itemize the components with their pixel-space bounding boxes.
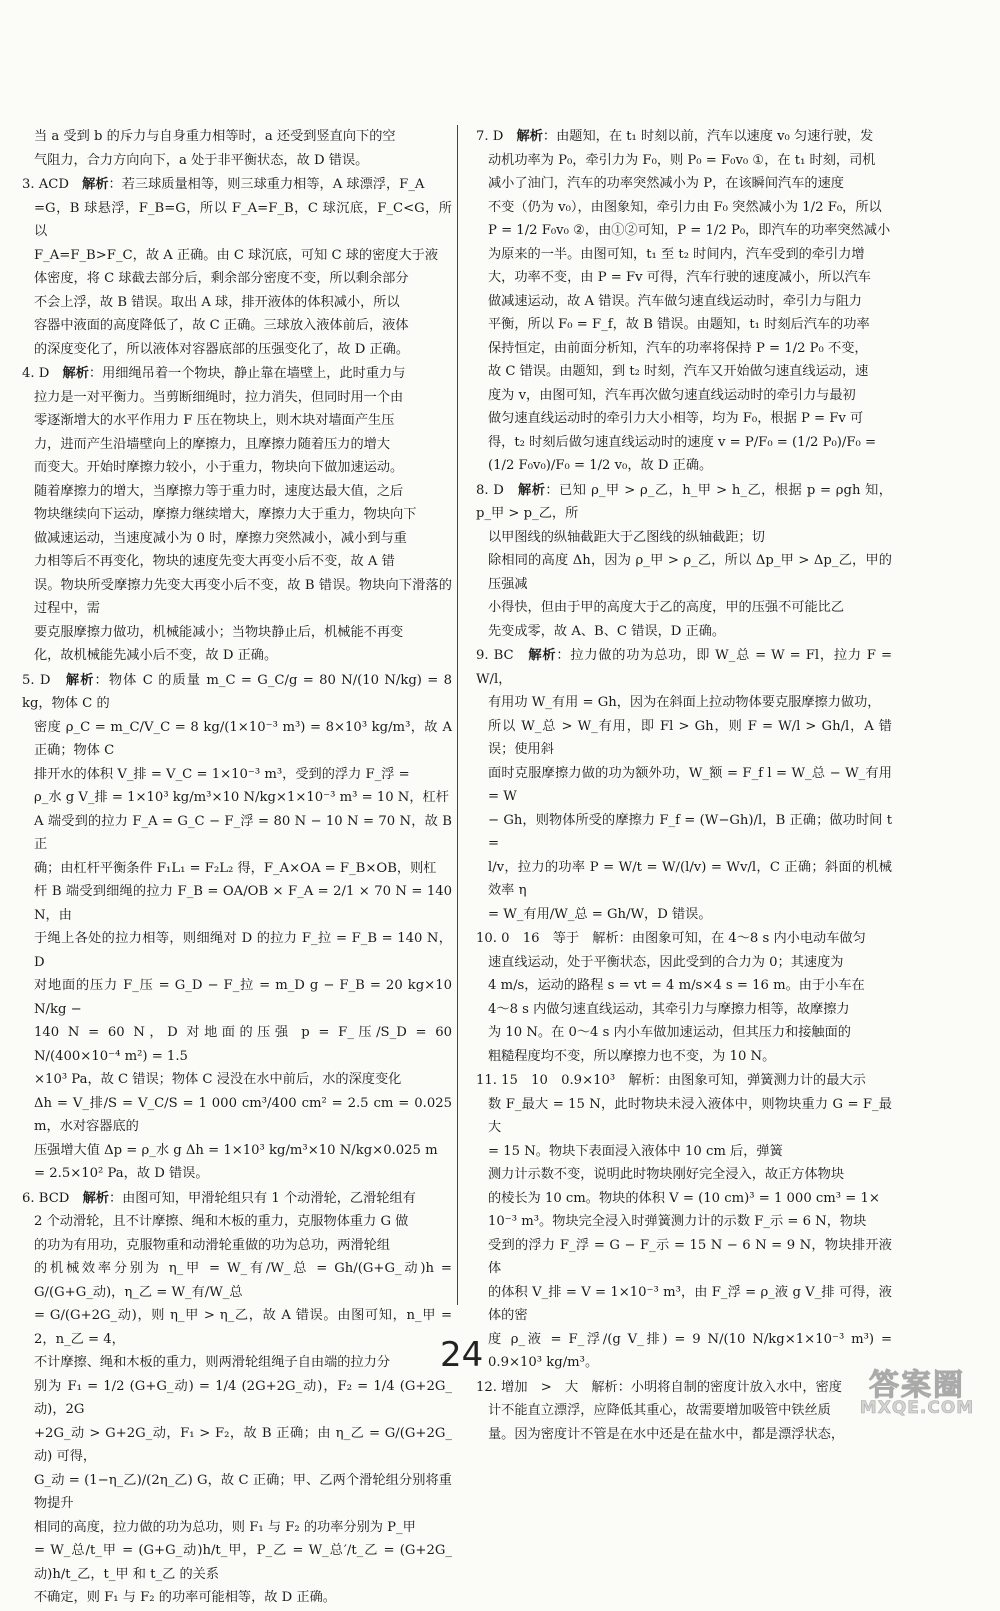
analysis-keyword: 解析 — [518, 482, 546, 498]
answer-line: 为原来的一半。由图可知，t₁ 至 t₂ 时间内，汽车受到的牵引力增 — [488, 246, 865, 262]
answer-line — [466, 1376, 892, 1400]
watermark-logo-title: 答案圈 — [869, 1368, 965, 1403]
right-column — [466, 125, 892, 1447]
answer-line: Δh = V_排/S = V_C/S = 1 000 cm³/400 cm² = 2.5 cm = 0.025 m，水对容器底的 — [34, 1095, 452, 1134]
answer-line: 要克服摩擦力做功，机械能减小；当物块静止后，机械能不再变 — [34, 624, 404, 640]
answer-line: 度 ρ_液 = F_浮/(g V_排) = 9 N/(10 N/kg×1×10⁻³ m³) = 0.9×10³ kg/m³。 — [488, 1331, 892, 1370]
answer-text: 解析：由图象可知，弹簧测力计的最大示 — [615, 1073, 866, 1088]
answer-line: (1/2 F₀v₀)/F₀ = 1/2 v₀，故 D 正确。 — [488, 458, 713, 473]
answer-text: ：由图可知，甲滑轮组只有 1 个动滑轮，乙滑轮组有 — [108, 1190, 416, 1206]
answer-line: 所以 W_总 > W_有用，即 Fl > Gh，则 F = W/l > Gh/l，A 错误；使用斜 — [488, 718, 892, 757]
answer-line: =G，B 球悬浮，F_B=G，所以 F_A=F_B，C 球沉底，F_C<G，所以 — [34, 200, 452, 239]
answer-line: 以甲图线的纵轴截距大于乙图线的纵轴截距；切 — [488, 529, 765, 545]
answer-line: ×10³ Pa，故 C 错误；物体 C 浸没在水中前后，水的深度变化 — [34, 1072, 402, 1087]
answer-line: 的棱长为 10 cm。物块的体积 V = (10 cm)³ = 1 000 cm³ = 1× — [488, 1190, 880, 1206]
answer-line: = G/(G+2G_动)，则 η_甲 > η_乙，故 A 错误。由图可知，n_甲 = 2，n_乙 = 4， — [34, 1308, 452, 1347]
answer-line — [466, 927, 892, 951]
question-number: 11. 15 10 0.9×10³ — [476, 1073, 616, 1088]
answer-text: 解析：小明将自制的密度计放入水中，密度 — [578, 1379, 842, 1395]
question-number: 7. D — [476, 129, 504, 144]
analysis-keyword: 解析 — [82, 1190, 109, 1206]
answer-line: 计不能直立漂浮，应降低其重心，故需要增加吸管中铁丝质 — [488, 1403, 831, 1418]
answer-line: 动机功率为 P₀，牵引力为 F₀，则 P₀ = F₀v₀ ①，在 t₁ 时刻，司机 — [488, 152, 876, 168]
answer-line — [12, 362, 452, 386]
answer-line: 大，功率不变，由 P = Fv 可得，汽车行驶的速度减小，所以汽车 — [488, 270, 871, 285]
question-number: 8. D — [476, 482, 504, 498]
answer-line: 不计摩擦、绳和木板的重力，则两滑轮组绳子自由端的拉力分 — [34, 1355, 391, 1370]
answer-text: ：由题知，在 t₁ 时刻以前，汽车以速度 v₀ 匀速行驶，发 — [542, 129, 874, 144]
answer-line: 为 10 N。在 0～4 s 内小车做加速运动，但其压力和接触面的 — [488, 1025, 851, 1040]
answer-text: ：已知 ρ_甲 > ρ_乙，h_甲 > h_乙，根据 p = ρgh 知，p_甲 > p_乙，所 — [476, 482, 892, 521]
answer-line: 有用功 W_有用 = Gh，因为在斜面上拉动物体要克服摩擦力做功， — [488, 695, 881, 710]
answer-line: 相同的高度，拉力做的功为总功，则 F₁ 与 F₂ 的功率分别为 P_甲 — [34, 1519, 416, 1535]
answer-line: = W_总/t_甲 = (G+G_动)h/t_甲，P_乙 = W_总′/t_乙 = (G+2G_动)h/t_乙，t_甲 和 t_乙 的关系 — [34, 1543, 452, 1582]
left-column — [12, 125, 452, 1611]
answer-line: 度为 v，由图可知，汽车再次做匀速直线运动时的牵引力与最初 — [488, 387, 856, 403]
answer-line: 气阻力，合力方向向下，a 处于非平衡状态，故 D 错误。 — [34, 152, 369, 168]
answer-line: 不会上浮，故 B 错误。取出 A 球，排开液体的体积减小，所以 — [34, 294, 400, 310]
answer-line: 受到的浮力 F_浮 = G − F_示 = 15 N − 6 N = 9 N，物块排开液体 — [488, 1237, 892, 1276]
answer-line: 别为 F₁ = 1/2 (G+G_动) = 1/4 (2G+2G_动)，F₂ = 1/4 (G+2G_动)，2G — [34, 1378, 452, 1417]
answer-line — [466, 1069, 892, 1093]
watermark-logo-url: MXQE.COM — [859, 1398, 975, 1418]
answer-line — [12, 1187, 452, 1211]
answer-line: 于绳上各处的拉力相等，则细绳对 D 的拉力 F_拉 = F_B = 140 N，D — [34, 931, 452, 970]
answer-line: ρ_水 g V_排 = 1×10³ kg/m³×10 N/kg×1×10⁻³ m³ = 10 N，杠杆 — [34, 790, 449, 805]
answer-line: 容器中液面的高度降低了，故 C 正确。三球放入液体前后，液体 — [34, 318, 409, 333]
answer-line: 量。因为密度计不管是在水中还是在盐水中，都是漂浮状态， — [488, 1426, 845, 1442]
answer-q6 — [12, 1187, 452, 1610]
answer-line: 的深度变化了，所以液体对容器底部的压强变化了，故 D 正确。 — [34, 341, 410, 357]
answer-line: 化，故机械能先减小后不变，故 D 正确。 — [34, 648, 278, 663]
answer-line: G_动 = (1−η_乙)/(2η_乙) G，故 C 正确；甲、乙两个滑轮组分别将重物提升 — [34, 1472, 452, 1511]
answer-line: 确；由杠杆平衡条件 F₁L₁ = F₂L₂ 得，F_A×OA = F_B×OB，则杠 — [34, 860, 437, 876]
answer-line: P = 1/2 F₀v₀ ②，由①②可知，P = 1/2 P₀，即汽车的功率突然减小 — [488, 223, 891, 238]
answer-line: 除相同的高度 Δh，因为 ρ_甲 > ρ_乙，所以 Δp_甲 > Δp_乙，甲的压强减 — [488, 553, 892, 592]
answer-line: 不变（仍为 v₀），由图象知，牵引力由 F₀ 突然减小为 1/2 F₀，所以 — [488, 199, 882, 215]
answer-line: 做减速运动，当速度减小为 0 时，摩擦力突然减小，减小到与重 — [34, 530, 407, 546]
answer-line: 测力计示数不变，说明此时物块刚好完全浸入，故正方体物块 — [488, 1167, 845, 1182]
answer-line: 做减速运动，故 A 错误。汽车做匀速直线运动时，牵引力与阻力 — [488, 293, 862, 309]
answer-line: 对地面的压力 F_压 = G_D − F_拉 = m_D g − F_B = 20 kg×10 N/kg − — [34, 978, 452, 1017]
answer-line — [12, 669, 452, 716]
answer-q12 — [466, 1376, 892, 1447]
answer-line: l/v，拉力的功率 P = W/t = W/(l/v) = Wv/l，C 正确；斜面的机械效率 η — [488, 859, 892, 898]
answer-line: A 端受到的拉力 F_A = G_C − F_浮 = 80 N − 10 N = 70 N，故 B 正 — [34, 813, 452, 852]
answer-q11 — [466, 1069, 892, 1375]
question-number: 6. BCD — [22, 1190, 70, 1206]
answer-line: 速直线运动，处于平衡状态，因此受到的合力为 0；其速度为 — [488, 954, 844, 970]
answer-line: = 2.5×10² Pa，故 D 错误。 — [34, 1166, 209, 1181]
answer-line: 零逐渐增大的水平作用力 F 压在物块上，则木块对墙面产生压 — [34, 413, 395, 428]
answer-line: 物块继续向下运动，摩擦力继续增大，摩擦力大于重力，物块向下 — [34, 507, 417, 522]
answer-line: 不确定，则 F₁ 与 F₂ 的功率可能相等，故 D 正确。 — [34, 1590, 336, 1605]
answer-line: 当 a 受到 b 的斥力与自身重力相等时，a 还受到竖直向下的空 — [34, 129, 396, 144]
answer-line — [466, 644, 892, 691]
answer-q10 — [466, 927, 892, 1068]
answer-line: 排开水的体积 V_排 = V_C = 1×10⁻³ m³，受到的浮力 F_浮 = — [34, 766, 410, 782]
answer-line: 密度 ρ_C = m_C/V_C = 8 kg/(1×10⁻³ m³) = 8×10³ kg/m³，故 A 正确；物体 C — [34, 719, 452, 758]
answer-line: 2 个动滑轮，且不计摩擦、绳和木板的重力，克服物体重力 G 做 — [34, 1214, 409, 1229]
answer-line: 误。物块所受摩擦力先变大再变小后不变，故 B 错误。物块向下滑落的过程中，需 — [34, 577, 452, 616]
answer-line — [12, 173, 452, 197]
answer-line: 随着摩擦力的增大，当摩擦力等于重力时，速度达最大值，之后 — [34, 483, 404, 499]
answer-line: 减小了油门，汽车的功率突然减小为 P，在该瞬间汽车的速度 — [488, 176, 844, 191]
question-number: 10. 0 16 等于 — [476, 931, 580, 946]
analysis-keyword: 解析 — [82, 177, 109, 192]
answer-line: − Gh，则物体所受的摩擦力 F_f = (W−Gh)/l，B 正确；做功时间 t = — [488, 812, 892, 851]
answer-text: ：若三球质量相等，则三球重力相等，A 球漂浮，F_A — [108, 177, 425, 192]
answer-line — [466, 479, 892, 526]
answer-line: 先变成零，故 A、B、C 错误，D 正确。 — [488, 623, 726, 639]
answer-line: 做匀速直线运动时的牵引力大小相等，均为 F₀，根据 P = Fv 可 — [488, 411, 864, 426]
answer-line: 的体积 V_排 = V = 1×10⁻³ m³，由 F_浮 = ρ_液 g V_排 可得，液体的密 — [488, 1284, 892, 1323]
analysis-keyword: 解析 — [516, 129, 543, 144]
analysis-keyword: 解析 — [62, 366, 89, 381]
answer-line: 粗糙程度均不变，所以摩擦力也不变，为 10 N。 — [488, 1048, 776, 1064]
answer-line: 压强增大值 Δp = ρ_水 g Δh = 1×10³ kg/m³×10 N/kg×0.025 m — [34, 1142, 438, 1158]
answer-line: = W_有用/W_总 = Gh/W，D 错误。 — [488, 906, 712, 922]
answer-line: 10⁻³ m³。物块完全浸入时弹簧测力计的示数 F_示 = 6 N，物块 — [488, 1214, 867, 1229]
question-number: 9. BC — [476, 648, 514, 663]
analysis-keyword: 解析 — [65, 672, 95, 688]
answer-q8 — [466, 479, 892, 644]
answer-line: 保持恒定，由前面分析知，汽车的功率将保持 P = 1/2 P₀ 不变， — [488, 340, 868, 356]
answer-line: 的机械效率分别为 η_甲 = W_有/W_总 = Gh/(G+G_动)h = G/(G+G_动)，η_乙 = W_有/W_总 — [34, 1261, 452, 1300]
page-number: 24 — [440, 1335, 484, 1375]
answer-line: 故 C 错误。由题知，到 t₂ 时刻，汽车又开始做匀速直线运动，速 — [488, 364, 869, 379]
answer-line: = 15 N。物块下表面浸入液体中 10 cm 后，弹簧 — [488, 1143, 783, 1159]
answer-line: 拉力是一对平衡力。当剪断细绳时，拉力消失，但同时用一个由 — [34, 389, 404, 405]
analysis-keyword: 解析 — [528, 648, 557, 663]
answer-text: ：拉力做的功为总功，即 W_总 = W = Fl，拉力 F = W/l， — [476, 648, 892, 687]
column-divider — [457, 125, 458, 1305]
answer-line: 力，进而产生沿墙壁向上的摩擦力，且摩擦力随着压力的增大 — [34, 436, 391, 452]
answer-q3 — [12, 173, 452, 361]
answer-line: F_A=F_B>F_C，故 A 正确。由 C 球沉底，可知 C 球的密度大于液 — [34, 247, 439, 263]
answer-l0 — [12, 125, 452, 172]
answer-line: 平衡，所以 F₀ = F_f，故 B 错误。由题知，t₁ 时刻后汽车的功率 — [488, 317, 870, 332]
answer-line: 得，t₂ 时刻后做匀速直线运动时的速度 v = P/F₀ = (1/2 P₀)/F₀ = — [488, 434, 877, 450]
answer-text: 解析：由图象可知，在 4～8 s 内小电动车做匀 — [579, 931, 866, 946]
answer-text: ：物体 C 的质量 m_C = G_C/g = 80 N/(10 N/kg) = 8 kg，物体 C 的 — [22, 672, 453, 711]
answer-q9 — [466, 644, 892, 926]
answer-line — [466, 125, 892, 149]
question-number: 3. ACD — [22, 177, 69, 192]
answer-line: +2G_动 > G+2G_动，F₁ > F₂，故 B 正确；由 η_乙 = G/(G+2G_动) 可得， — [34, 1425, 452, 1464]
answer-line: 4～8 s 内做匀速直线运动，其牵引力与摩擦力相等，故摩擦力 — [488, 1001, 850, 1017]
answer-q4 — [12, 362, 452, 668]
answer-line: 小得快，但由于甲的高度大于乙的高度，甲的压强不可能比乙 — [488, 600, 845, 615]
answer-line: 140 N = 60 N，D 对地面的压强 p = F_压/S_D = 60 N/(400×10⁻⁴ m²) = 1.5 — [34, 1025, 452, 1064]
question-number: 12. 增加 > 大 — [476, 1379, 579, 1395]
answer-line: 而变大。开始时摩擦力较小，小于重力，物块向下做加速运动。 — [34, 460, 404, 475]
answer-text: ：用细绳吊着一个物块，静止靠在墙壁上，此时重力与 — [88, 366, 406, 381]
answer-line: 4 m/s，运动的路程 s = vt = 4 m/s×4 s = 16 m。由于小车在 — [488, 978, 865, 993]
answer-line: 面时克服摩擦力做的功为额外功，W_额 = F_f l = W_总 − W_有用 = W — [488, 765, 892, 804]
question-number: 4. D — [22, 366, 50, 381]
answer-q7 — [466, 125, 892, 478]
answer-q5 — [12, 669, 452, 1186]
answer-line: 体密度，将 C 球截去部分后，剩余部分密度不变，所以剩余部分 — [34, 271, 409, 286]
question-number: 5. D — [22, 672, 51, 688]
answer-line: 数 F_最大 = 15 N，此时物块未浸入液体中，则物块重力 G = F_最大 — [488, 1096, 892, 1135]
answer-line: 杆 B 端受到细绳的拉力 F_B = OA/OB × F_A = 2/1 × 70 N = 140 N，由 — [34, 884, 452, 923]
answer-line: 的功为有用功，克服物重和动滑轮重做的功为总功，两滑轮组 — [34, 1237, 391, 1253]
answer-line: 力相等后不再变化，物块的速度先变大再变小后不变，故 A 错 — [34, 554, 395, 569]
